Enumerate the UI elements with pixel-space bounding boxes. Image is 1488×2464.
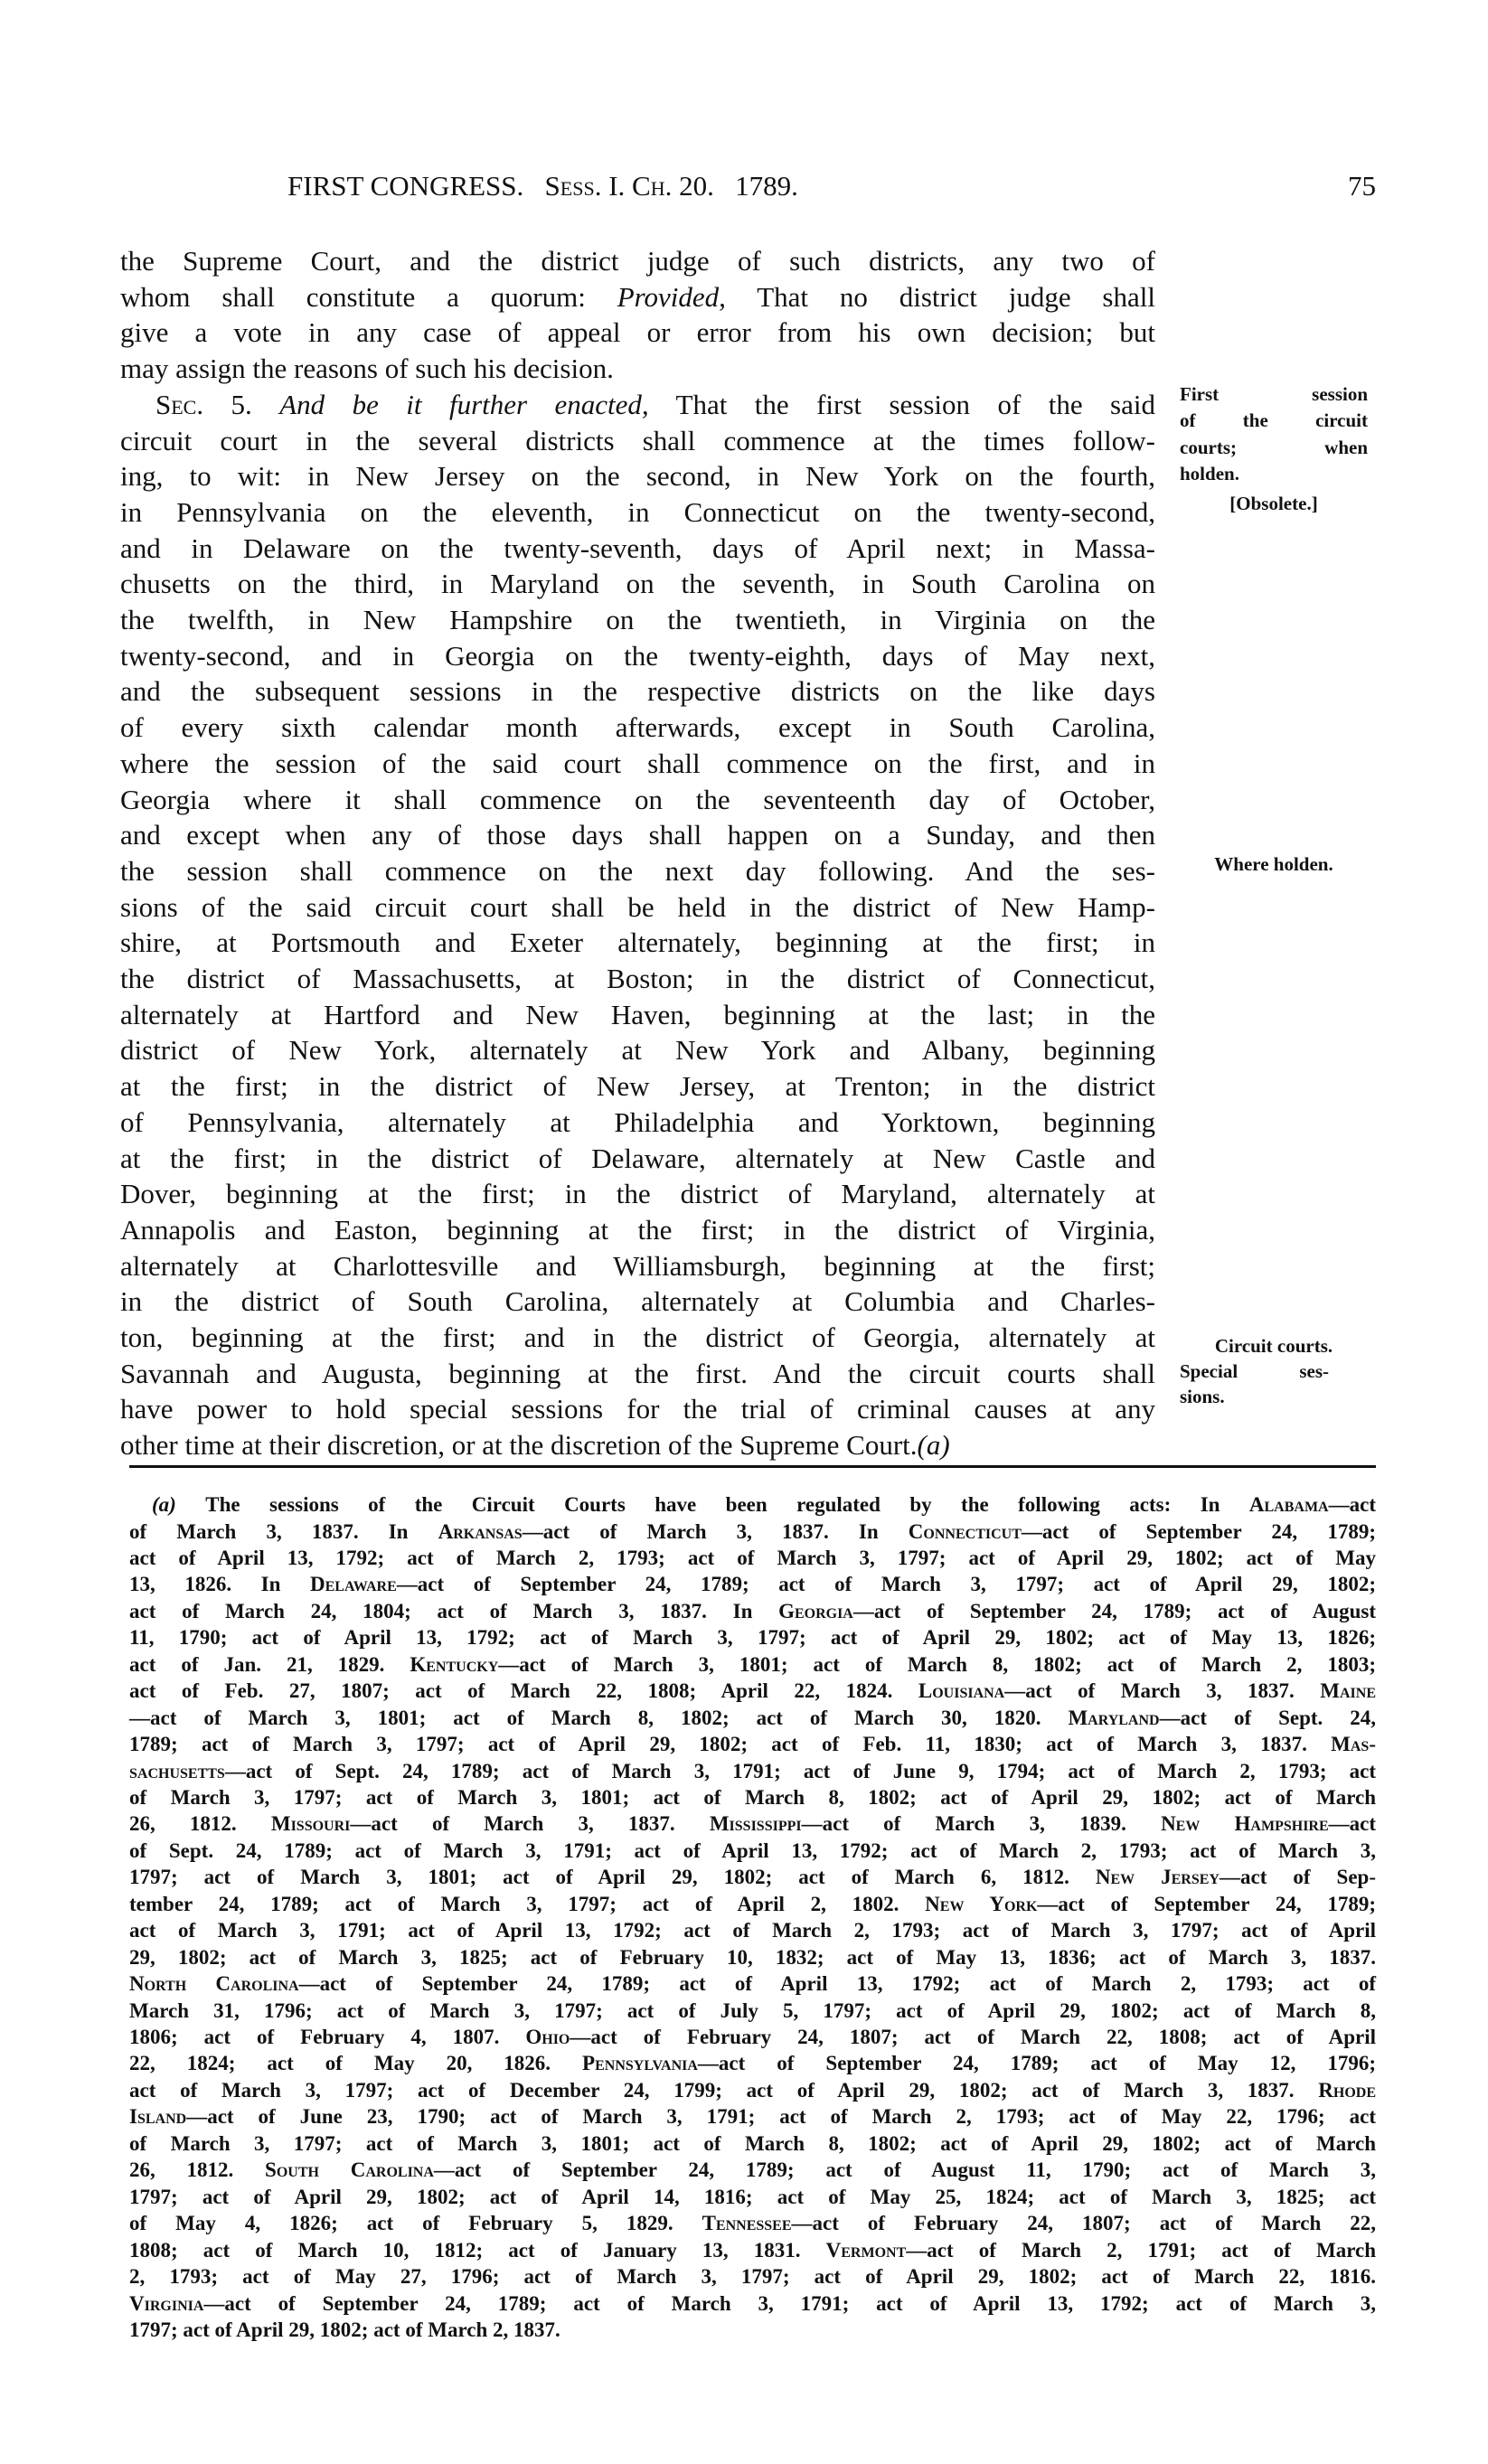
margin-note-special-sessions-line: Special ses- (1180, 1360, 1329, 1382)
body-line: Savannah and Augusta, beginning at the first. And the circuit courts shall (120, 1357, 1155, 1389)
body-line: in Pennsylvania on the eleventh, in Connecticut on the twenty-second, (120, 495, 1155, 528)
footnote-line: act of March 3, 1797; act of December 24, 1799; act of April 29, 1802; act of March 3, 1837. Rhode (129, 2078, 1376, 2102)
state-name: Tennessee (702, 2212, 792, 2235)
body-line: and except when any of those days shall happen on a Sunday, and then (120, 819, 1155, 851)
footnote-line: 13, 1826. In Delaware—act of September 24, 1789; act of March 3, 1797; act of April 29, 1802; (129, 1573, 1376, 1596)
body-line: the district of Massachusetts, at Boston; in the district of Connecticut, (120, 963, 1155, 994)
footnote-line: —act of March 3, 1801; act of March 8, 1802; act of March 30, 1820. Maryland—act of Sept. 24, (129, 1706, 1376, 1729)
body-line: ton, beginning at the first; and in the district of Georgia, alternately at (120, 1321, 1155, 1353)
footnote-line: 1806; act of February 4, 1807. Ohio—act of February 24, 1807; act of March 22, 1808; act of April (129, 2026, 1377, 2048)
footnote-line: 1808; act of March 10, 1812; act of January 13, 1831. Vermont—act of March 2, 1791; act of March (129, 2238, 1377, 2262)
footnote-line: 2, 1793; act of May 27, 1796; act of March 3, 1797; act of April 29, 1802; act of March 22, 1816. (129, 2265, 1376, 2289)
body-line: the twelfth, in New Hampshire on the twentieth, in Virginia on the (120, 604, 1155, 635)
state-name: Delaware (310, 1573, 397, 1596)
footnote-line: of May 4, 1826; act of February 5, 1829. Tennessee—act of February 24, 1807; act of March 22, (129, 2212, 1376, 2235)
body-line: Georgia where it shall commence on the seventeenth day of October, (120, 783, 1155, 815)
footnote-line: 26, 1812. Missouri—act of March 3, 1837. Mississippi—act of March 3, 1839. New Hampshire—act (129, 1812, 1377, 1836)
body-line: other time at their discretion, or at the discretion of the Supreme Court.(a) (120, 1429, 950, 1462)
page-number: 75 (1348, 170, 1376, 202)
state-name: New Hampshire (1161, 1812, 1329, 1836)
state-name: New Jersey (1095, 1866, 1220, 1889)
footnote-line: 29, 1802; act of March 3, 1825; act of February 10, 1832; act of May 13, 1836; act of March 3, 1837. (129, 1945, 1376, 1969)
footnote-line: act of March 3, 1791; act of April 13, 1792; act of March 2, 1793; act of March 3, 1797; act of April (129, 1919, 1376, 1942)
state-name: North Carolina (129, 1972, 299, 1996)
body-line: have power to hold special sessions for the trial of criminal causes at any (120, 1393, 1155, 1425)
state-name: New York (925, 1892, 1038, 1915)
body-line: alternately at Charlottesville and Williamsburgh, beginning at the first; (120, 1249, 1155, 1282)
footnote-line: of March 3, 1797; act of March 3, 1801; act of March 8, 1802; act of April 29, 1802; act of March (129, 2131, 1376, 2155)
body-line: at the first; in the district of New Jersey, at Trenton; in the district (120, 1070, 1155, 1103)
footnote-reference[interactable]: (a) (917, 1429, 950, 1462)
body-line: alternately at Hartford and New Haven, beginning at the last; in the (120, 998, 1155, 1030)
margin-note-first-session-line: of the circuit (1180, 409, 1368, 431)
state-name: Rhode (1318, 2078, 1376, 2102)
margin-note-special-sessions-line: sions. (1180, 1386, 1225, 1407)
footnote-line: 22, 1824; act of May 20, 1826. Pennsylvania—act of September 24, 1789; act of May 12, 1796; (129, 2052, 1376, 2075)
body-line: Sec. 5. And be it further enacted, That the first session of the said (155, 388, 1155, 420)
state-name: South Carolina (265, 2158, 434, 2182)
section-number: Sec. 5. (155, 388, 252, 420)
body-line: at the first; in the district of Delaware, alternately at New Castle and (120, 1142, 1155, 1174)
margin-note-obsolete: [Obsolete.] (1229, 493, 1318, 514)
state-name: Georgia (778, 1599, 853, 1622)
state-name: Maryland (1068, 1706, 1160, 1729)
state-name: Arkansas (438, 1519, 523, 1543)
header-session: Sess. I. (544, 170, 626, 202)
footnote-line: 11, 1790; act of April 13, 1792; act of March 3, 1797; act of April 29, 1802; act of May 13, 1826; (129, 1626, 1376, 1650)
body-line: whom shall constitute a quorum: Provided, That no district judge shall (120, 280, 1155, 313)
header-congress: FIRST CONGRESS. (287, 170, 524, 202)
body-line: chusetts on the third, in Maryland on the seventh, in South Carolina on (120, 568, 1155, 600)
state-name: sachusetts (129, 1759, 225, 1782)
footnote-line: of March 3, 1837. In Arkansas—act of March 3, 1837. In Connecticut—act of September 24, 1789; (129, 1519, 1376, 1543)
footnote-line: of Sept. 24, 1789; act of March 3, 1791; act of April 13, 1792; act of March 2, 1793; act of March 3, (129, 1839, 1376, 1862)
body-line: Annapolis and Easton, beginning at the first; in the district of Virginia, (120, 1213, 1155, 1246)
proviso-italic: Provided, (617, 280, 726, 313)
state-name: Pennsylvania (582, 2052, 698, 2075)
enacting-clause: And be it further enacted, (279, 388, 649, 420)
body-line: sions of the said circuit court shall be held in the district of New Hamp- (120, 890, 1155, 923)
footnote-line: 26, 1812. South Carolina—act of September 24, 1789; act of August 11, 1790; act of March 3, (129, 2158, 1376, 2182)
state-name: Island (129, 2105, 187, 2129)
header-year: 1789. (735, 170, 798, 202)
running-header (287, 168, 995, 204)
margin-note-first-session-line: holden. (1180, 463, 1239, 484)
body-line: the Supreme Court, and the district judge of such districts, any two of (120, 245, 1155, 277)
footnote-line: 1789; act of March 3, 1797; act of April 29, 1802; act of Feb. 11, 1830; act of March 3, 1837. Mas- (129, 1733, 1376, 1755)
footnote-line: Island—act of June 23, 1790; act of March 3, 1791; act of March 2, 1793; act of May 22, 1796; act (129, 2105, 1376, 2129)
body-line: twenty-second, and in Georgia on the twenty-eighth, days of May next, (120, 639, 1155, 672)
footnote-line: (a) The sessions of the Circuit Courts have been regulated by the following acts: In Alabama—act (152, 1493, 1376, 1516)
body-line: Dover, beginning at the first; in the district of Maryland, alternately at (120, 1178, 1155, 1210)
body-line: of Pennsylvania, alternately at Philadelphia and Yorktown, beginning (120, 1105, 1155, 1138)
state-name: Connecticut (908, 1519, 1022, 1543)
state-name: Alabama (1248, 1493, 1329, 1516)
footnote-line: Virginia—act of September 24, 1789; act of March 3, 1791; act of April 13, 1792; act of March 3, (129, 2291, 1376, 2315)
state-name: Mississippi (709, 1812, 802, 1836)
footnote-line: sachusetts—act of Sept. 24, 1789; act of March 3, 1791; act of June 9, 1794; act of March 2, 1793; act (129, 1759, 1376, 1782)
body-line: in the district of South Carolina, alternately at Columbia and Charles- (120, 1285, 1155, 1318)
body-line: of every sixth calendar month afterwards, except in South Carolina, (120, 711, 1155, 744)
margin-note-first-session-line: courts; when (1180, 437, 1368, 458)
footnote-line: 1797; act of April 29, 1802; act of March 2, 1837. (129, 2318, 560, 2341)
footnote-line: act of April 13, 1792; act of March 2, 1793; act of March 3, 1797; act of April 29, 1802; act of May (129, 1546, 1376, 1569)
body-line: ing, to wit: in New Jersey on the second, in New York on the fourth, (120, 460, 1155, 493)
body-line: circuit court in the several districts shall commence at the times follow- (120, 424, 1155, 456)
body-line: the session shall commence on the next day following. And the ses- (120, 854, 1155, 887)
footnote-marker: (a) (152, 1493, 206, 1516)
footnote-line: North Carolina—act of September 24, 1789; act of April 13, 1792; act of March 2, 1793; act of (129, 1972, 1376, 1996)
footnote-line: March 31, 1796; act of March 3, 1797; act of July 5, 1797; act of April 29, 1802; act of March 8, (129, 1998, 1376, 2022)
body-line: and in Delaware on the twenty-seventh, days of April next; in Massa- (120, 531, 1155, 564)
body-line: where the session of the said court shall commence on the first, and in (120, 747, 1155, 779)
footnote-line: tember 24, 1789; act of March 3, 1797; act of April 2, 1802. New York—act of September 24, 1789; (129, 1892, 1376, 1915)
body-line: and the subsequent sessions in the respective districts on the like days (120, 675, 1155, 708)
state-name: Mas- (1331, 1733, 1376, 1755)
state-name: Louisiana (918, 1679, 1005, 1703)
footnote-line: of March 3, 1797; act of March 3, 1801; act of March 8, 1802; act of April 29, 1802; act of March (129, 1786, 1376, 1809)
footnote-line: act of Jan. 21, 1829. Kentucky—act of March 3, 1801; act of March 8, 1802; act of March 2, 1803; (129, 1652, 1376, 1676)
body-line: give a vote in any case of appeal or error from his own decision; but (120, 316, 1155, 349)
footnote-line: 1797; act of April 29, 1802; act of April 14, 1816; act of May 25, 1824; act of March 3, 1825; act (129, 2185, 1376, 2208)
state-name: Missouri (270, 1812, 351, 1836)
body-line: may assign the reasons of such his decision. (120, 353, 614, 385)
state-name: Virginia (129, 2291, 204, 2315)
footnote-line: act of March 24, 1804; act of March 3, 1837. In Georgia—act of September 24, 1789; act of August (129, 1599, 1376, 1622)
state-name: Maine (1320, 1679, 1377, 1703)
state-name: Kentucky (410, 1652, 499, 1676)
body-line: shire, at Portsmouth and Exeter alternately, beginning at the first; in (120, 926, 1155, 959)
footnote-line: act of Feb. 27, 1807; act of March 22, 1808; April 22, 1824. Louisiana—act of March 3, 1837. Maine (129, 1679, 1377, 1703)
state-name: Vermont (825, 2238, 907, 2262)
body-line: district of New York, alternately at New York and Albany, beginning (120, 1034, 1155, 1067)
state-name: Ohio (525, 2026, 570, 2048)
header-chapter: Ch. 20. (632, 170, 714, 202)
margin-note-circuit-courts: Circuit courts. (1214, 1335, 1333, 1357)
margin-note-where-holden: Where holden. (1214, 853, 1333, 875)
margin-note-first-session-line: First session (1180, 383, 1368, 405)
footnote-rule (129, 1465, 1376, 1468)
footnote-line: 1797; act of March 3, 1801; act of April 29, 1802; act of March 6, 1812. New Jersey—act of Sep- (129, 1866, 1376, 1889)
